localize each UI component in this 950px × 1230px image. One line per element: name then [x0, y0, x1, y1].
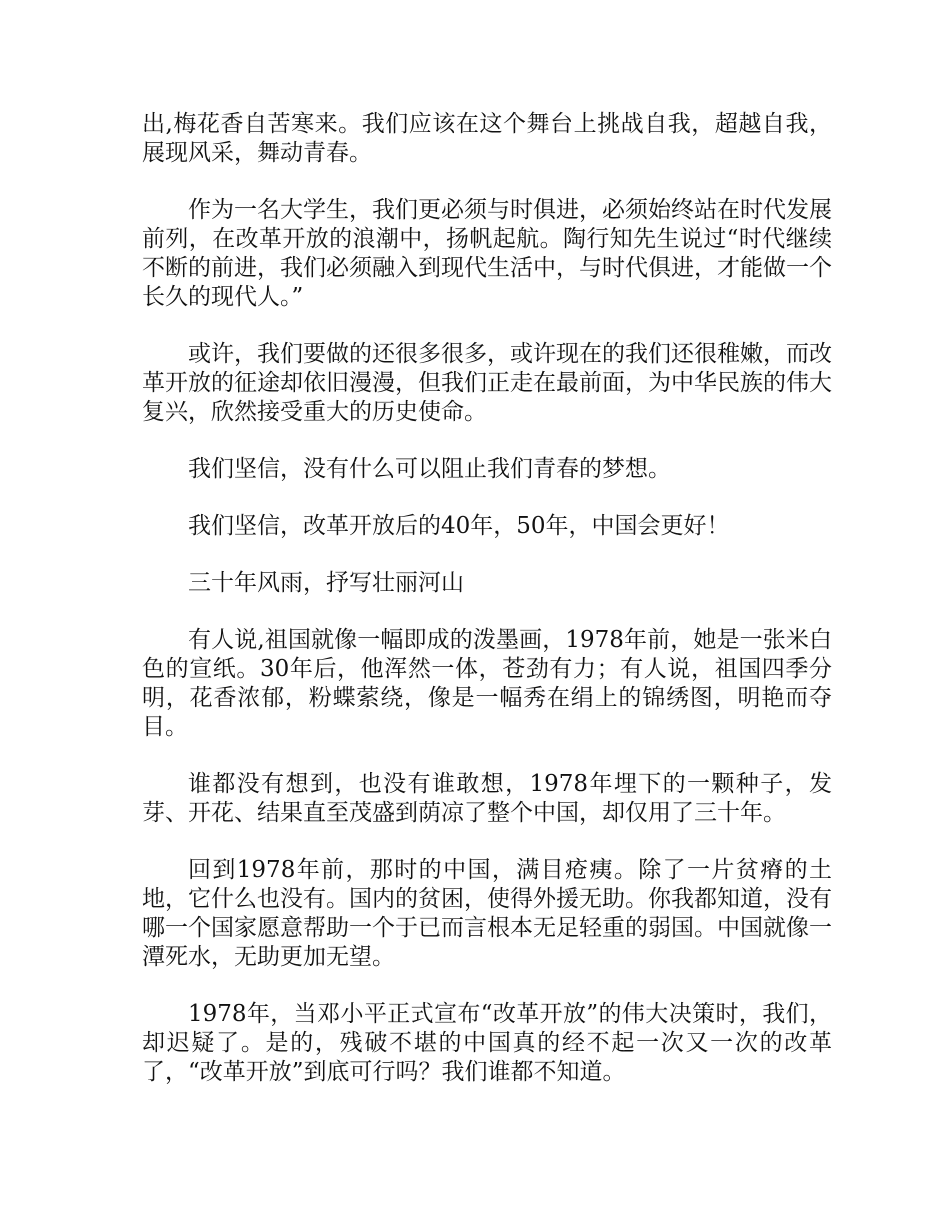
paragraph-1: 出,梅花香自苦寒来。我们应该在这个舞台上挑战自我，超越自我，展现风采，舞动青春。	[142, 111, 832, 166]
paragraph-8: 谁都没有想到，也没有谁敢想，1978年埋下的一颗种子，发芽、开花、结果直至茂盛到荫凉了整个中国，却仅用了三十年。	[142, 771, 832, 826]
paragraph-9: 回到1978年前，那时的中国，满目疮痍。除了一片贫瘠的土地，它什么也没有。国内的贫困，使得外援无助。你我都知道，没有哪一个国家愿意帮助一个于已而言根本无足轻重的弱国。中国就像一潭死水，无助更加无望。	[142, 857, 832, 970]
paragraph-3: 或许，我们要做的还很多很多，或许现在的我们还很稚嫩，而改革开放的征途却依旧漫漫，但我们正走在最前面，为中华民族的伟大复兴，欣然接受重大的历史使命。	[142, 341, 832, 425]
paragraph-5: 我们坚信，改革开放后的40年，50年，中国会更好！	[188, 513, 730, 539]
paragraph-10: 1978年，当邓小平正式宣布“改革开放”的伟大决策时，我们，却迟疑了。是的，残破不堪的中国真的经不起一次又一次的改革了，“改革开放”到底可行吗？我们谁都不知道。	[142, 1001, 832, 1085]
paragraph-2: 作为一名大学生，我们更必须与时俱进，必须始终站在时代发展前列，在改革开放的浪潮中，扬帆起航。陶行知先生说过“时代继续不断的前进，我们必须融入到现代生活中，与时代俱进，才能做一个长久的现代人。”	[142, 197, 832, 310]
document-page	[142, 110, 832, 1115]
section-heading: 三十年风雨，抒写壮丽河山	[188, 570, 464, 596]
paragraph-7: 有人说,祖国就像一幅即成的泼墨画，1978年前，她是一张米白色的宣纸。30年后，他浑然一体，苍劲有力；有人说，祖国四季分明，花香浓郁，粉蝶萦绕，像是一幅秀在绢上的锦绣图，明艳而夺目。	[142, 627, 832, 740]
paragraph-4: 我们坚信，没有什么可以阻止我们青春的梦想。	[188, 456, 671, 482]
